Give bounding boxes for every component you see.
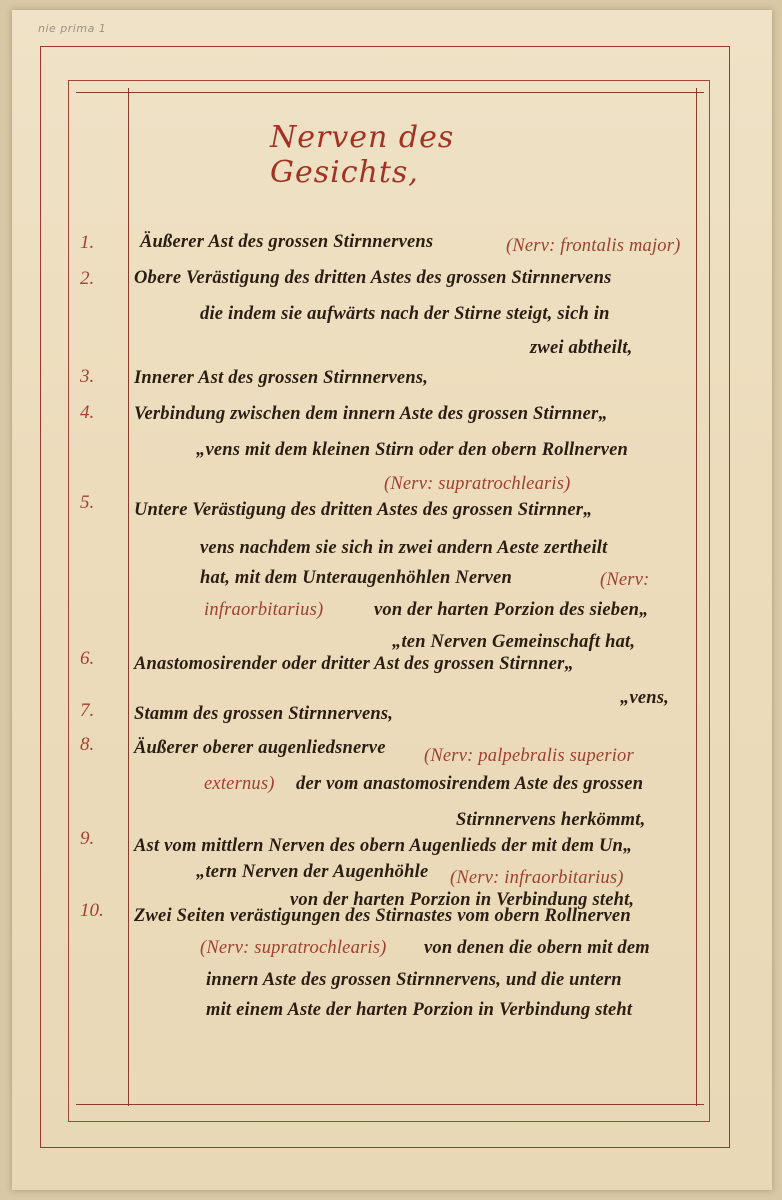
entry-line: „vens, <box>620 688 669 708</box>
entry-line: der vom anastomosirendem Aste des grossen <box>296 774 644 794</box>
entry-line: Innerer Ast des grossen Stirnnervens, <box>134 368 429 388</box>
latin-term: (Nerv: infraorbitarius) <box>450 868 624 888</box>
entry-line: „tern Nerven der Augenhöhle <box>196 862 429 882</box>
entry-number: 6. <box>80 648 95 669</box>
bottom-rule <box>76 1104 704 1105</box>
margin-rule <box>128 88 129 1106</box>
latin-term: (Nerv: <box>600 570 650 590</box>
entry-line: Ast vom mittlern Nerven des obern Augenlieds der mit dem Un„ <box>134 836 633 856</box>
entry-line: von der harten Porzion des sieben„ <box>374 600 649 620</box>
entry-number: 8. <box>80 734 95 755</box>
entry-number: 9. <box>80 828 95 849</box>
entry-line: die indem sie aufwärts nach der Stirne steigt, sich in <box>200 304 610 324</box>
entry-line: Anastomosirender oder dritter Ast des grossen Stirnner„ <box>134 654 575 674</box>
latin-term: (Nerv: supratrochlearis) <box>200 938 387 958</box>
entry-line: Stirnnervens herkömmt, <box>456 810 646 830</box>
entry-number: 3. <box>80 366 95 387</box>
right-rule <box>696 88 697 1106</box>
entry-line: Äußerer oberer augenliedsnerve <box>134 738 386 758</box>
entry-number: 5. <box>80 492 95 513</box>
entry-line: mit einem Aste der harten Porzion in Verbindung steht <box>206 1000 633 1020</box>
entry-line: innern Aste des grossen Stirnnervens, und die untern <box>206 970 622 990</box>
entry-line: Zwei Seiten verästigungen des Stirnastes vom obern Rollnerven <box>134 906 631 926</box>
entry-line: Äußerer Ast des grossen Stirnnervens <box>140 232 434 252</box>
latin-term: (Nerv: frontalis major) <box>506 236 681 256</box>
entry-line: Stamm des grossen Stirnnervens, <box>134 704 394 724</box>
latin-term: (Nerv: supratrochlearis) <box>384 474 571 494</box>
latin-term: (Nerv: palpebralis superior <box>424 746 634 766</box>
entry-number: 1. <box>80 232 95 253</box>
pencil-note: nie prima 1 <box>38 22 107 35</box>
latin-term: externus) <box>204 774 275 794</box>
top-rule <box>76 92 704 93</box>
latin-term: infraorbitarius) <box>204 600 324 620</box>
entry-line: „ten Nerven Gemeinschaft hat, <box>392 632 636 652</box>
entry-number: 7. <box>80 700 95 721</box>
entry-line: Obere Verästigung des dritten Astes des grossen Stirnnervens <box>134 268 612 288</box>
entry-line: zwei abtheilt, <box>530 338 633 358</box>
entry-number: 4. <box>80 402 95 423</box>
entry-line: hat, mit dem Unteraugenhöhlen Nerven <box>200 568 512 588</box>
entry-line: vens nachdem sie sich in zwei andern Aeste zertheilt <box>200 538 608 558</box>
entry-number: 10. <box>80 900 104 921</box>
page-title: Nerven des Gesichts, <box>270 120 455 190</box>
entry-line: von der harten Porzion in Verbindung steht, <box>290 890 635 910</box>
entry-number: 2. <box>80 268 95 289</box>
entry-line: Verbindung zwischen dem innern Aste des grossen Stirnner„ <box>134 404 608 424</box>
entry-line: Untere Verästigung des dritten Astes des grossen Stirnner„ <box>134 500 593 520</box>
entry-line: von denen die obern mit dem <box>424 938 650 958</box>
entry-line: „vens mit dem kleinen Stirn oder den obern Rollnerven <box>196 440 629 460</box>
